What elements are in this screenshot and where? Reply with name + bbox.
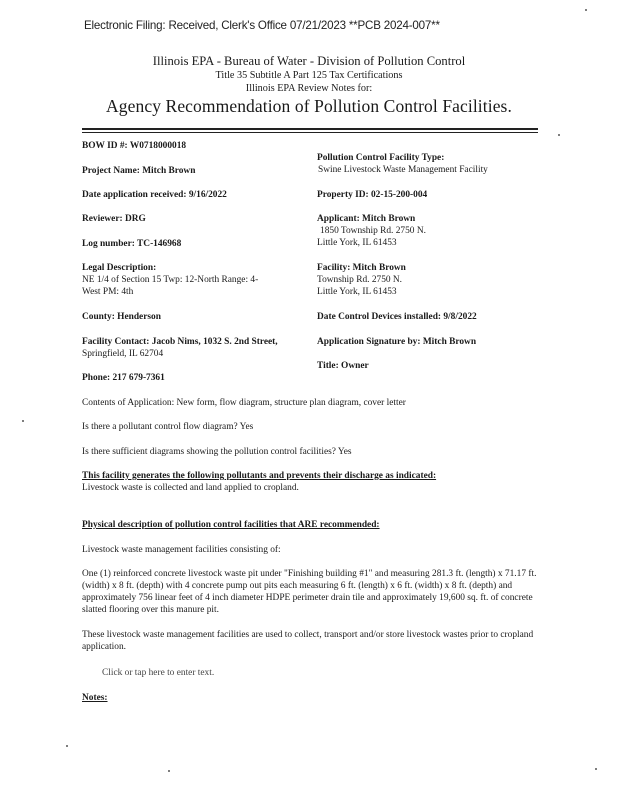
scan-speck xyxy=(22,420,24,422)
facility-address1: Township Rd. 2750 N. xyxy=(317,275,403,285)
contents-of-application: Contents of Application: New form, flow diagram, structure plan diagram, cover letter xyxy=(82,398,406,408)
applicant-label: Applicant: Mitch Brown xyxy=(317,214,416,224)
title-line: Title 35 Subtitle A Part 125 Tax Certifications xyxy=(215,70,403,81)
pollutants-text: Livestock waste is collected and land applied to cropland. xyxy=(82,483,299,493)
facility-contact-line2: Springfield, IL 62704 xyxy=(82,349,164,359)
usage-statement: These livestock waste management facilities are used to collect, transport and/or store livestock wastes prior to cropland application. xyxy=(82,630,534,652)
facility-contact-line1: Facility Contact: Jacob Nims, 1032 S. 2nd Street, xyxy=(82,337,278,347)
scan-speck xyxy=(558,134,560,136)
date-received: Date application received: 9/16/2022 xyxy=(82,190,227,200)
property-id: Property ID: 02-15-200-004 xyxy=(317,190,428,200)
facility-type-value: Swine Livestock Waste Management Facility xyxy=(318,165,488,175)
project-name: Project Name: Mitch Brown xyxy=(82,166,196,176)
application-signature: Application Signature by: Mitch Brown xyxy=(317,337,477,347)
reviewer: Reviewer: DRG xyxy=(82,214,146,224)
legal-description-line2: West PM: 4th xyxy=(82,287,134,297)
facility-label: Facility: Mitch Brown xyxy=(317,263,406,273)
bow-id: BOW ID #: W0718000018 xyxy=(82,141,187,151)
scan-speck xyxy=(595,768,597,770)
page-title: Agency Recommendation of Pollution Control Facilities. xyxy=(106,96,512,116)
flow-diagram-question: Is there a pollutant control flow diagram? Yes xyxy=(82,422,254,432)
review-line: Illinois EPA Review Notes for: xyxy=(245,83,373,94)
pollutants-heading: This facility generates the following pollutants and prevents their discharge as indicated: xyxy=(82,471,437,481)
legal-description-label: Legal Description: xyxy=(82,263,157,273)
legal-description-line1: NE 1/4 of Section 15 Twp: 12-North Range: 4- xyxy=(82,275,259,285)
phone: Phone: 217 679-7361 xyxy=(82,373,165,383)
facilities-intro: Livestock waste management facilities consisting of: xyxy=(82,545,281,555)
facility-type-label: Pollution Control Facility Type: xyxy=(317,153,445,163)
applicant-address2: Little York, IL 61453 xyxy=(317,238,397,248)
physical-description-heading: Physical description of pollution control facilities that ARE recommended: xyxy=(82,520,380,530)
county: County: Henderson xyxy=(82,312,161,322)
facility-description: One (1) reinforced concrete livestock waste pit under "Finishing building #1" and measuring 281.3 ft. (length) x 71.17 ft. (width) x 8 ft. (depth) with 4 concrete pump out pits each measuring 6 ft. (length) x 6 ft. (width) x 8 ft. (depth) and approximately 756 linear feet of 4 inch diameter HDPE perimeter drain tile and approximately 19,600 sq. ft. of concrete slatted flooring over this manure pit. xyxy=(82,569,537,615)
diagram-question: Is there sufficient diagrams showing the pollution control facilities? Yes xyxy=(82,447,352,457)
scan-speck xyxy=(585,9,587,11)
header-rule-bottom xyxy=(82,132,538,133)
notes-label: Notes: xyxy=(82,693,108,703)
facility-address2: Little York, IL 61453 xyxy=(317,287,397,297)
scan-speck xyxy=(66,745,68,747)
applicant-address1: 1850 Township Rd. 2750 N. xyxy=(320,226,426,236)
agency-line: Illinois EPA - Bureau of Water - Division of Pollution Control xyxy=(152,54,466,68)
text-entry-placeholder[interactable]: Click or tap here to enter text. xyxy=(102,668,215,678)
filing-stamp: Electronic Filing: Received, Clerk's Office 07/21/2023 **PCB 2024-007** xyxy=(84,19,440,32)
scan-speck xyxy=(168,770,170,772)
signer-title: Title: Owner xyxy=(317,361,369,371)
date-installed: Date Control Devices installed: 9/8/2022 xyxy=(317,312,477,322)
header-rule-top xyxy=(82,128,538,130)
log-number: Log number: TC-146968 xyxy=(82,239,182,249)
